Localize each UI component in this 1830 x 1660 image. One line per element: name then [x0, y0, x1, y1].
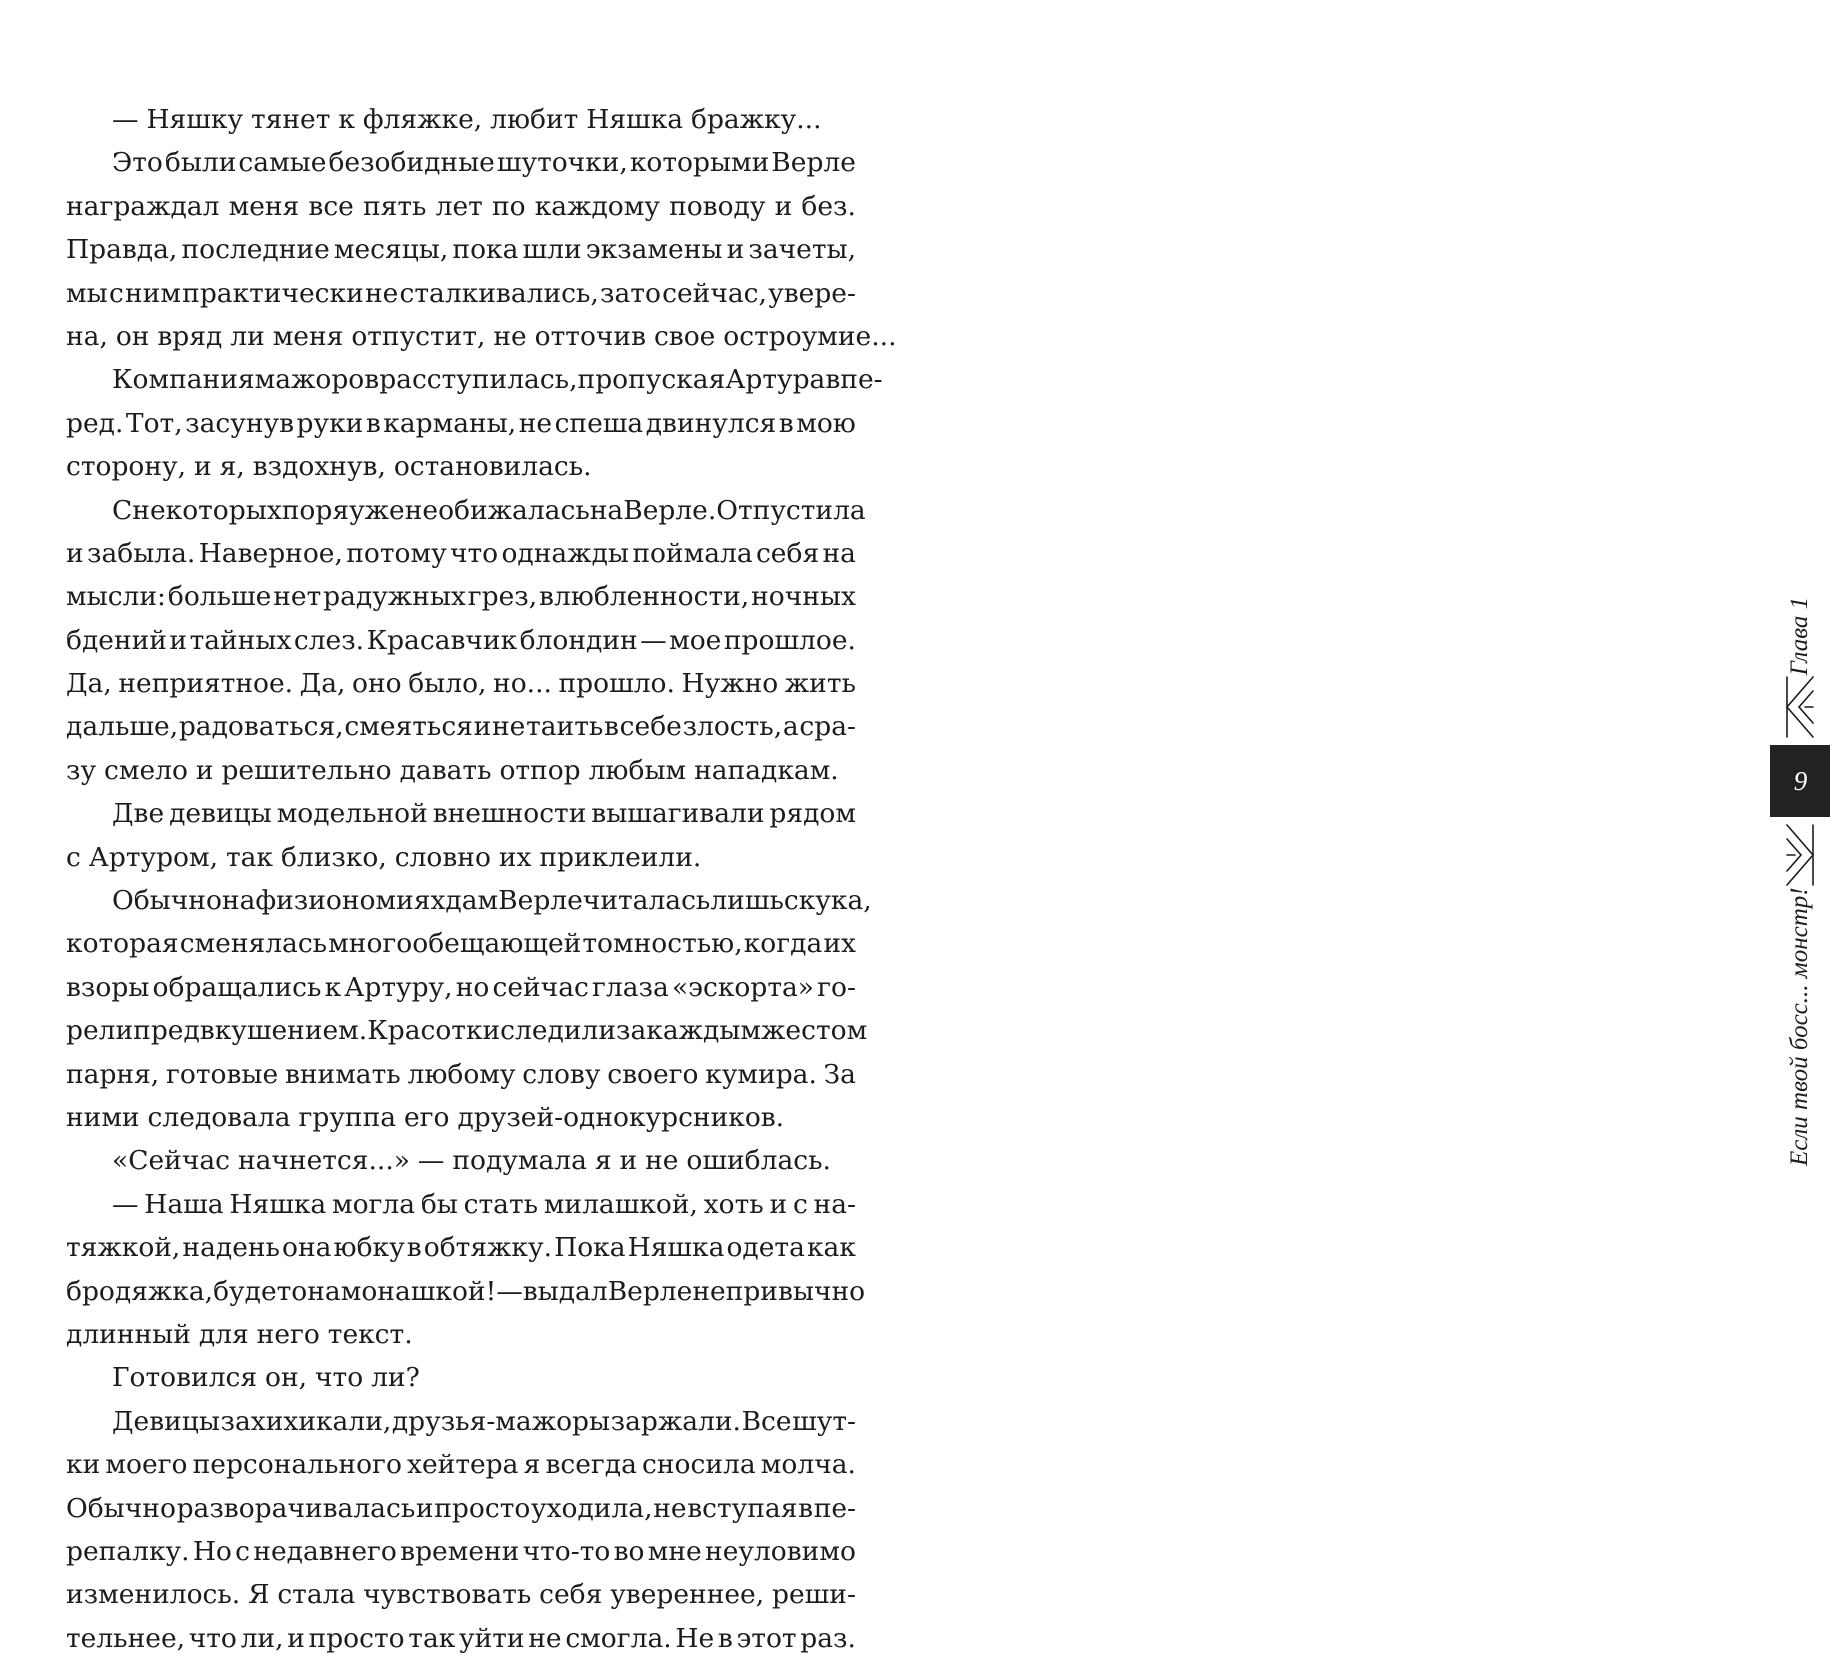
text-line: Готовился он, что ли? [112, 1362, 420, 1394]
text-line: ред. Тот, засунув руки в карманы, не спеша двинулся в мою [66, 407, 856, 439]
page-number-text: 9 [1793, 765, 1807, 796]
text-line: Правда, последние месяцы, пока шли экзамены и зачеты, [66, 234, 856, 266]
text-line: зу смело и решительно давать отпор любым нападкам. [66, 754, 839, 786]
text-line: награждал меня все пять лет по каждому поводу и без. [66, 190, 856, 222]
text-line: изменилось. Я стала чувствовать себя увереннее, реши- [66, 1579, 856, 1611]
text-line: с Артуром, так близко, словно их приклеили. [66, 841, 702, 873]
running-head [1770, 596, 1830, 1170]
text-line: взоры обращались к Артуру, но сейчас глаза «эскорта» го- [66, 971, 856, 1003]
text-line: на, он вряд ли меня отпустит, не отточив свое остроумие... [66, 320, 897, 352]
text-line: сторону, и я, вздохнув, остановилась. [66, 451, 592, 483]
text-line: ними следовала группа его друзей-однокурсников. [66, 1101, 785, 1133]
text-line: парня, готовые внимать любому слову своего кумира. За [66, 1058, 856, 1090]
page-text [66, 98, 897, 1660]
text-line: которая сменялась многообещающей томностью, когда их [66, 928, 856, 960]
text-line: мы с ним практически не сталкивались, зато сейчас, увере- [66, 277, 856, 309]
text-line: Обычно на физиономиях дам Верле читалась лишь скука, [112, 885, 872, 917]
text-line: мысли: больше нет радужных грез, влюбленности, ночных [66, 581, 856, 613]
text-line: длинный для него текст. [66, 1318, 413, 1350]
text-line: — Няшку тянет к фляжке, любит Няшка бражку... [112, 104, 822, 135]
text-line: бродяжка, будет она монашкой! — выдал Верле непривычно [66, 1275, 866, 1307]
text-line: С некоторых пор я уже не обижалась на Верле. Отпустила [112, 494, 866, 526]
text-line: репалку. Но с недавнего времени что-то во мне неуловимо [66, 1535, 856, 1567]
text-line: ки моего персонального хейтера я всегда сносила молча. [66, 1449, 856, 1481]
text-line: «Сейчас начнется...» — подумала я и не ошиблась. [112, 1145, 831, 1177]
chapter-label: Глава 1 [1786, 596, 1813, 676]
text-line: тельнее, что ли, и просто так уйти не смогла. Не в этот раз. [66, 1622, 856, 1654]
ornament-peak-icon [1783, 675, 1817, 739]
page-number [1770, 745, 1830, 817]
text-line: и забыла. Наверное, потому что однажды поймала себя на [66, 537, 856, 569]
ornament-valley-icon [1783, 823, 1817, 887]
text-line: бдений и тайных слез. Красавчик блондин — мое прошлое. [66, 624, 856, 656]
text-line: — Наша Няшка могла бы стать милашкой, хоть и с на- [112, 1188, 856, 1220]
text-line: дальше, радоваться, смеяться и не таить в себе злость, а сра- [66, 711, 856, 743]
running-head-sidebar [880, 0, 1813, 1576]
text-line: Компания мажоров расступилась, пропуская Артура впе- [112, 364, 883, 396]
text-line: тяжкой, надень она юбку в обтяжку. Пока Няшка одета как [66, 1232, 856, 1264]
text-line: Обычно разворачивалась и просто уходила, не вступая в пе- [66, 1492, 856, 1524]
text-line: Это были самые безобидные шуточки, которыми Верле [112, 147, 856, 179]
book-title: Если твой босс... монстр! [1786, 887, 1813, 1166]
text-line: Девицы захихикали, друзья-мажоры заржали. Все шут- [112, 1405, 856, 1437]
text-line: рели предвкушением. Красотки следили за каждым жестом [66, 1015, 868, 1047]
text-line: Да, неприятное. Да, оно было, но... прошло. Нужно жить [66, 668, 856, 700]
text-line: Две девицы модельной внешности вышагивали рядом [112, 798, 856, 830]
